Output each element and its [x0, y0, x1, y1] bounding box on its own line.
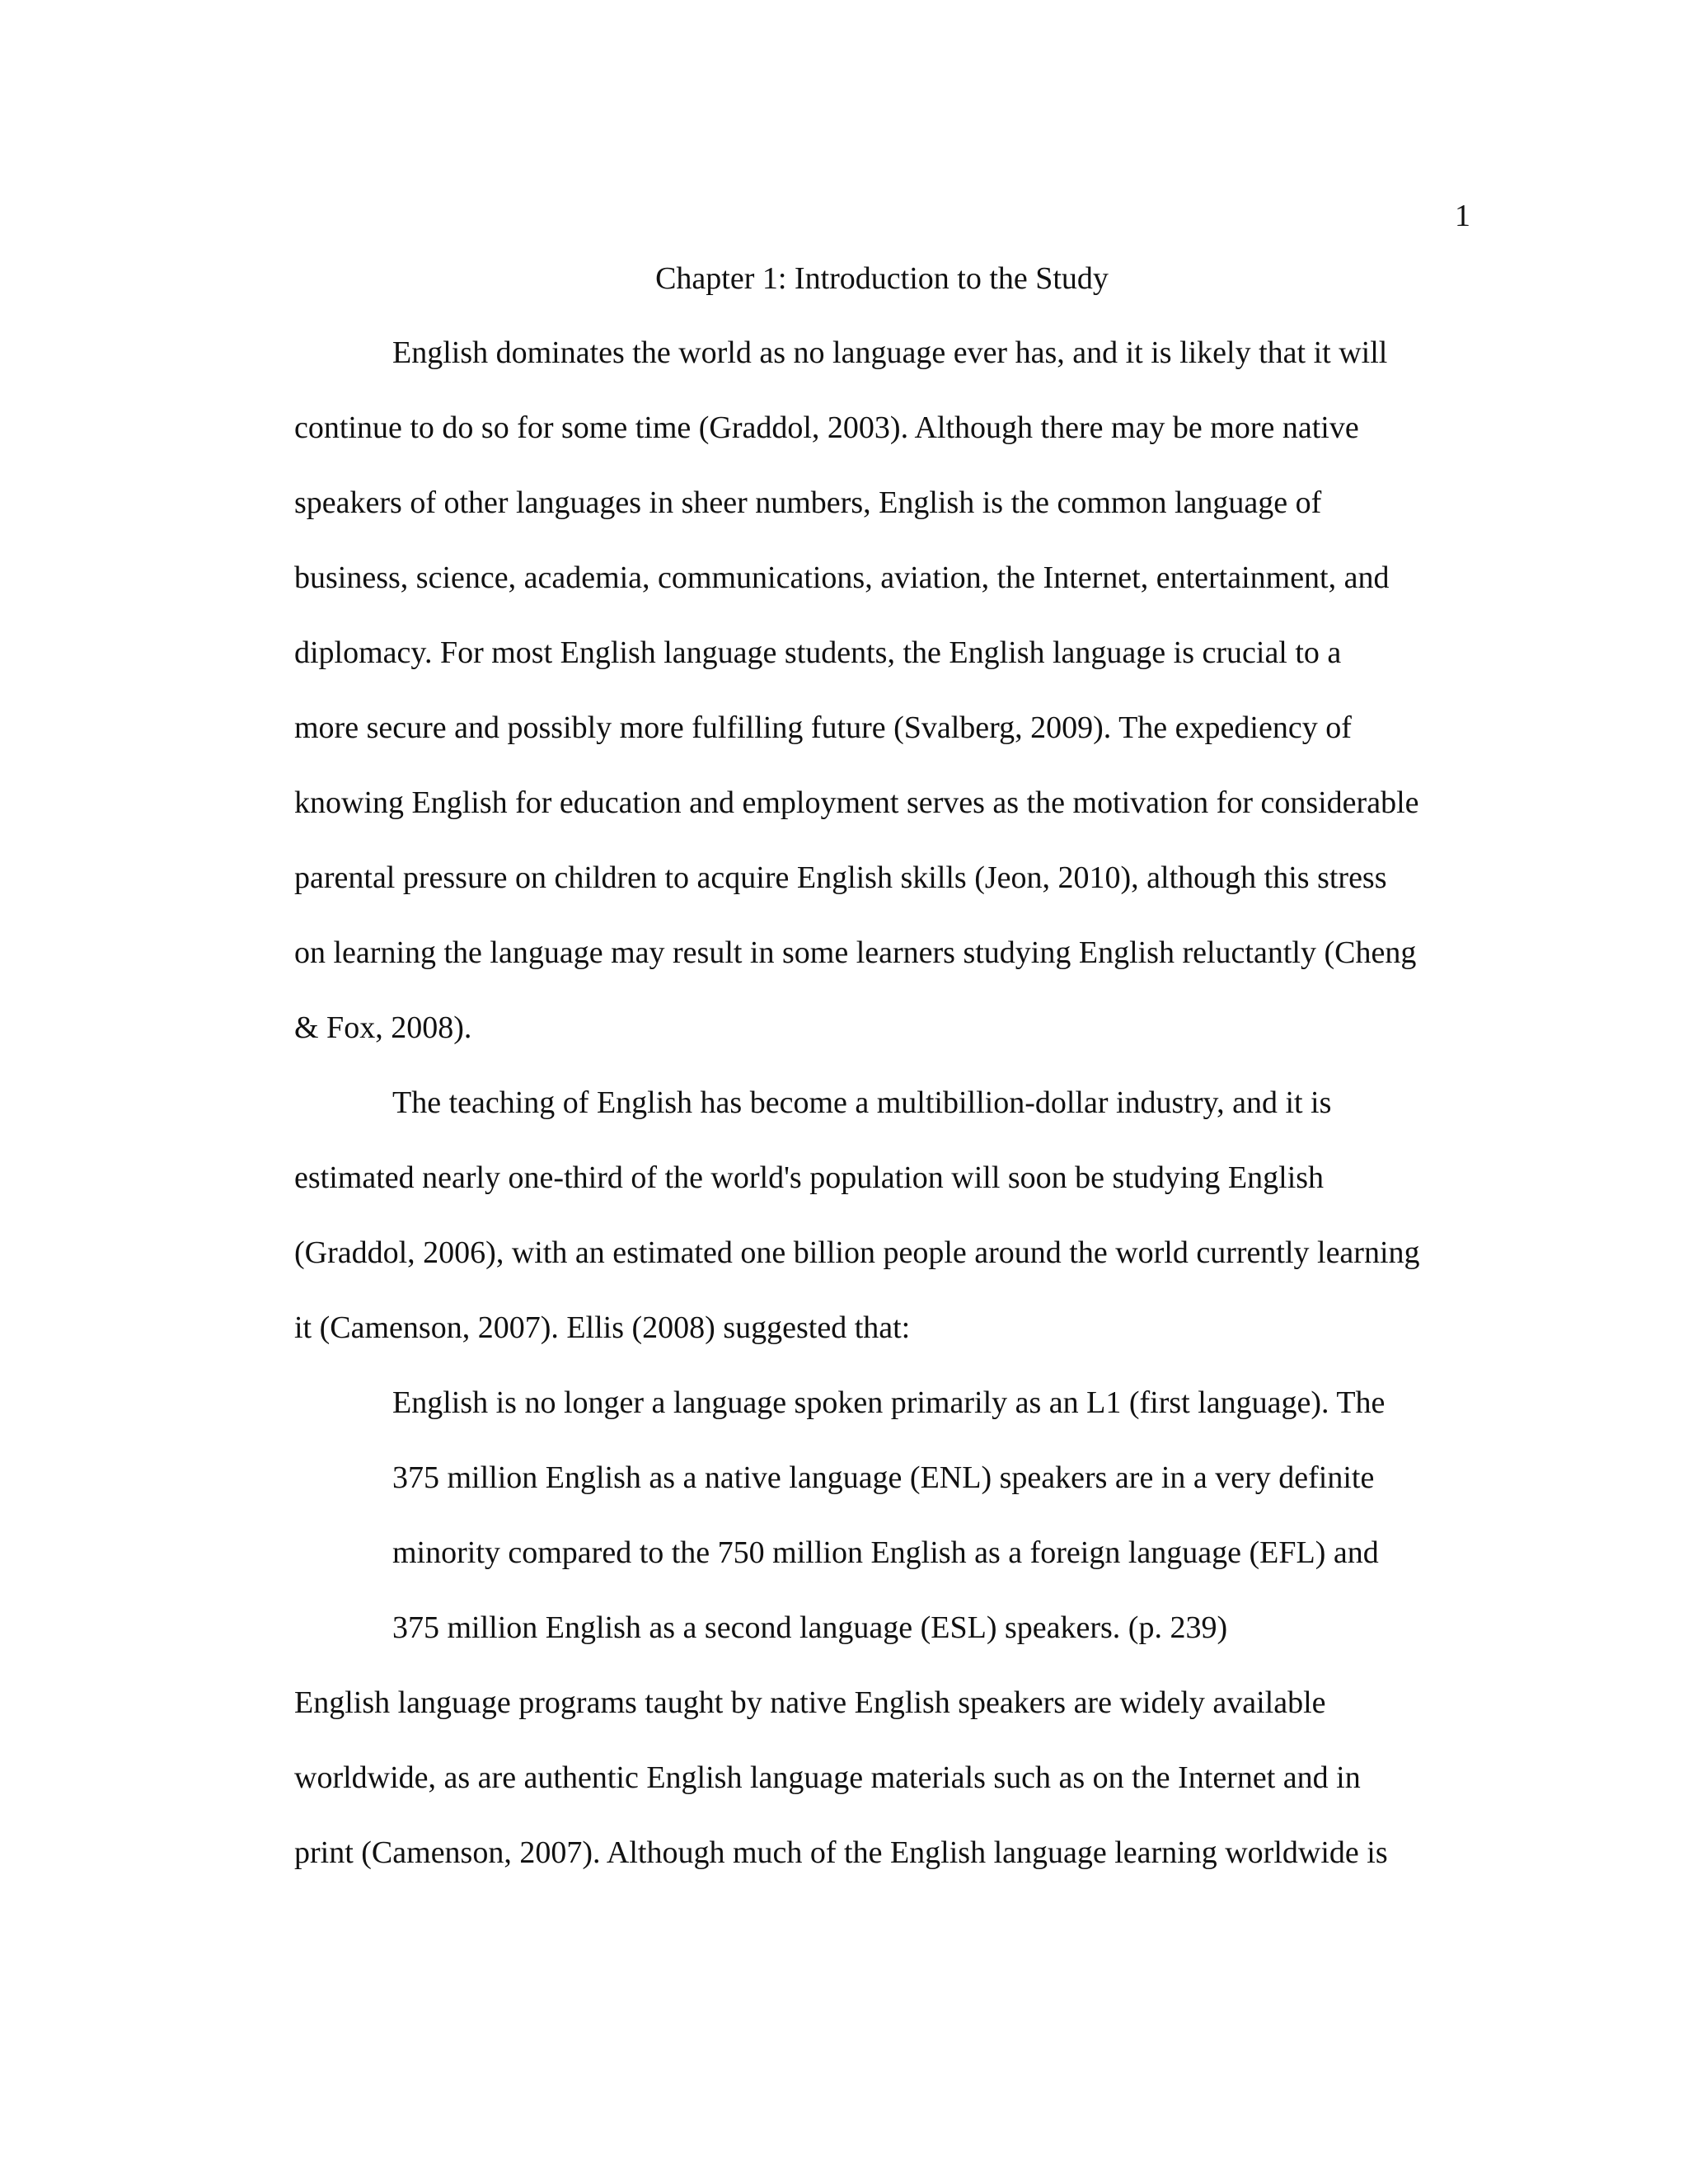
paragraph-line: continue to do so for some time (Graddol, 2003). Although there may be more native [294, 410, 1359, 445]
paragraph-line: worldwide, as are authentic English language materials such as on the Internet and in [294, 1760, 1361, 1795]
block-quote-line: 375 million English as a native language (ENL) speakers are in a very definite [392, 1460, 1375, 1495]
paragraph-line: diplomacy. For most English language students, the English language is crucial to a [294, 635, 1342, 670]
block-quote-line: English is no longer a language spoken primarily as an L1 (first language). The [392, 1385, 1386, 1420]
paragraph-line: parental pressure on children to acquire English skills (Jeon, 2010), although this stress [294, 860, 1387, 895]
paragraph-line: it (Camenson, 2007). Ellis (2008) suggested that: [294, 1310, 911, 1345]
paragraph-line: (Graddol, 2006), with an estimated one billion people around the world currently learning [294, 1235, 1420, 1270]
paragraph-line: print (Camenson, 2007). Although much of the English language learning worldwide is [294, 1835, 1388, 1870]
page-number: 1 [1455, 199, 1470, 233]
paragraph-line: & Fox, 2008). [294, 1010, 472, 1045]
chapter-title: Chapter 1: Introduction to the Study [655, 261, 1109, 296]
paragraph-line: English language programs taught by native English speakers are widely available [294, 1685, 1326, 1720]
paragraph-line: on learning the language may result in some learners studying English reluctantly (Cheng [294, 935, 1417, 970]
block-quote-line: minority compared to the 750 million English as a foreign language (EFL) and [392, 1535, 1379, 1570]
paragraph-line: more secure and possibly more fulfilling future (Svalberg, 2009). The expediency of [294, 710, 1352, 745]
paragraph-line: speakers of other languages in sheer numbers, English is the common language of [294, 485, 1322, 520]
paragraph-line: English dominates the world as no language ever has, and it is likely that it will [392, 335, 1388, 370]
block-quote-line: 375 million English as a second language (ESL) speakers. (p. 239) [392, 1610, 1228, 1645]
paragraph-line: knowing English for education and employment serves as the motivation for considerable [294, 785, 1419, 820]
paragraph-line: The teaching of English has become a multibillion-dollar industry, and it is [392, 1085, 1332, 1120]
paragraph-line: business, science, academia, communications, aviation, the Internet, entertainment, and [294, 560, 1390, 595]
paragraph-line: estimated nearly one-third of the world's population will soon be studying English [294, 1160, 1325, 1195]
